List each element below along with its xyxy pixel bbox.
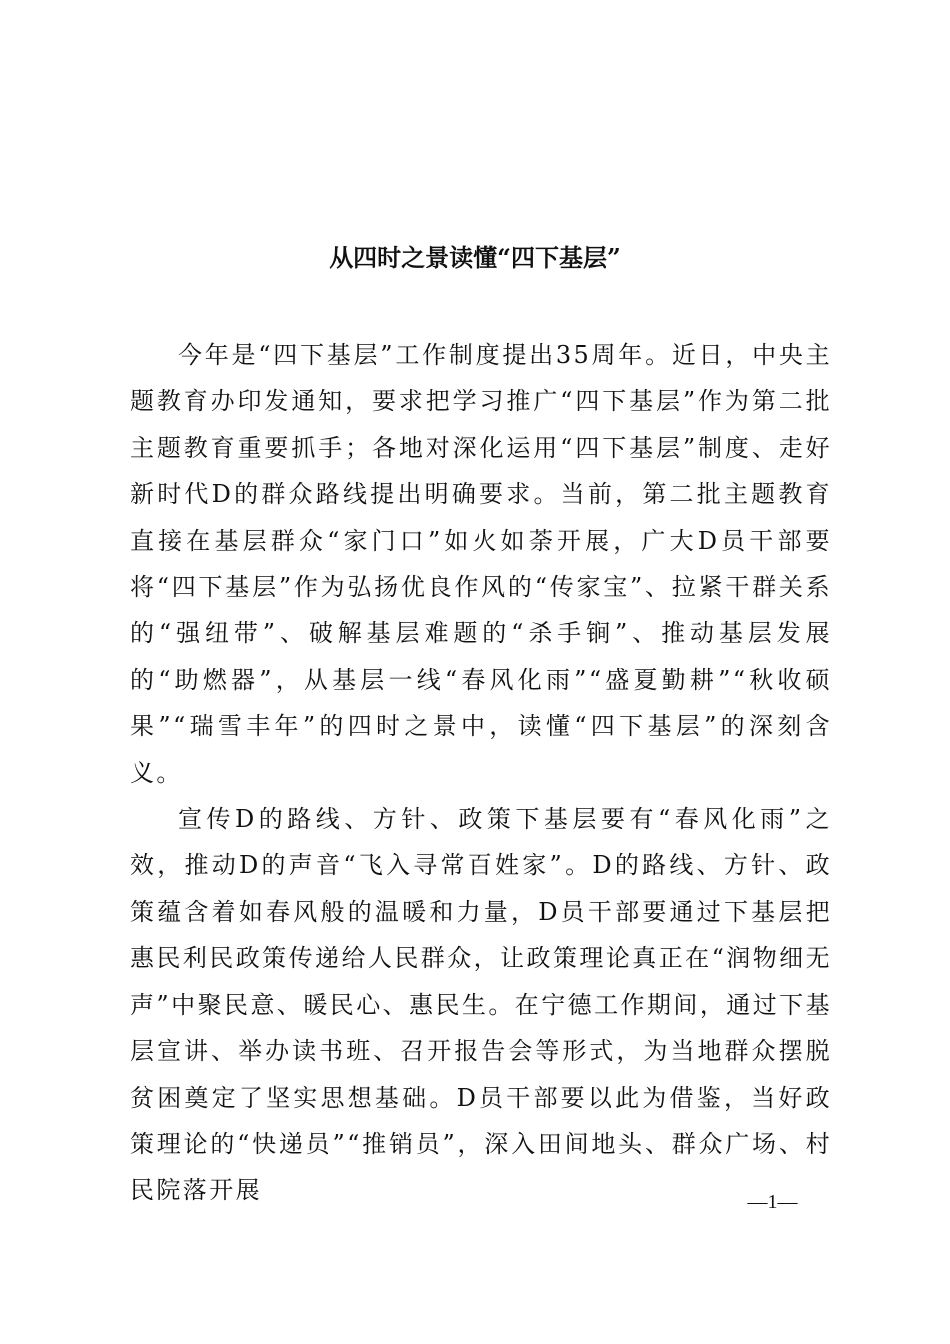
page-number: —1— [747, 1191, 798, 1213]
paragraph-1: 今年是“四下基层”工作制度提出35周年。近日，中央主题教育办印发通知，要求把学习推广“四下基层”作为第二批主题教育重要抓手；各地对深化运用“四下基层”制度、走好新时代D的群众路线提出明确要求。当前，第二批主题教育直接在基层群众“家门口”如火如荼开展，广大D员干部要将“四下基层”作为弘扬优良作风的“传家宝”、拉紧干群关系的“强纽带”、破解基层难题的“杀手锏”、推动基层发展的“助燃器”，从基层一线“春风化雨”“盛夏勤耕”“秋收硕果”“瑞雪丰年”的四时之景中，读懂“四下基层”的深刻含义。 [130, 341, 832, 787]
document-body [130, 332, 832, 1214]
document-title: 从四时之景读懂“四下基层” [329, 243, 621, 272]
paragraph-2: 宣传D的路线、方针、政策下基层要有“春风化雨”之效，推动D的声音“飞入寻常百姓家”。D的路线、方针、政策蕴含着如春风般的温暖和力量，D员干部要通过下基层把惠民利民政策传递给人民群众，让政策理论真正在“润物细无声”中聚民意、暖民心、惠民生。在宁德工作期间，通过下基层宣讲、举办读书班、召开报告会等形式，为当地群众摆脱贫困奠定了坚实思想基础。D员干部要以此为借鉴，当好政策理论的“快递员”“推销员”，深入田间地头、群众广场、村民院落开展 [130, 805, 832, 1205]
